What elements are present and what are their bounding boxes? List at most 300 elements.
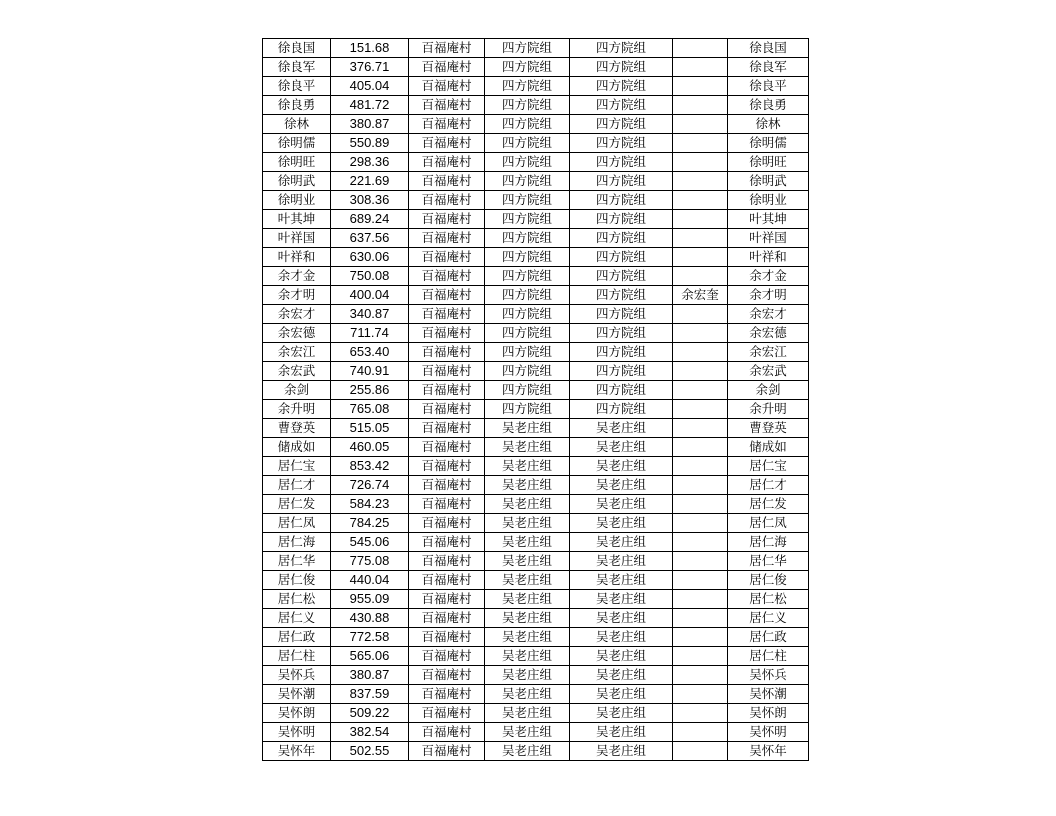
cell-group: 四方院组	[485, 248, 570, 267]
cell-name: 叶其坤	[263, 210, 331, 229]
cell-group: 四方院组	[485, 381, 570, 400]
cell-village: 百福庵村	[409, 248, 485, 267]
cell-name: 居仁发	[263, 495, 331, 514]
cell-village: 百福庵村	[409, 704, 485, 723]
cell-village: 百福庵村	[409, 381, 485, 400]
cell-group-alt: 四方院组	[570, 172, 673, 191]
cell-village: 百福庵村	[409, 324, 485, 343]
cell-name-repeat: 余宏武	[728, 362, 809, 381]
cell-group: 四方院组	[485, 343, 570, 362]
cell-group: 四方院组	[485, 229, 570, 248]
cell-area: 430.88	[331, 609, 409, 628]
cell-name-repeat: 徐林	[728, 115, 809, 134]
table-row	[263, 457, 809, 476]
cell-name: 徐良勇	[263, 96, 331, 115]
table-row	[263, 172, 809, 191]
table-row	[263, 704, 809, 723]
cell-name: 居仁才	[263, 476, 331, 495]
cell-note	[673, 419, 728, 438]
cell-group: 吴老庄组	[485, 723, 570, 742]
cell-note	[673, 685, 728, 704]
cell-group: 四方院组	[485, 115, 570, 134]
cell-area: 711.74	[331, 324, 409, 343]
cell-name: 余宏才	[263, 305, 331, 324]
table-row	[263, 628, 809, 647]
cell-note	[673, 134, 728, 153]
cell-group-alt: 吴老庄组	[570, 552, 673, 571]
cell-note	[673, 628, 728, 647]
table-row	[263, 590, 809, 609]
table-row	[263, 438, 809, 457]
cell-area: 380.87	[331, 115, 409, 134]
cell-group-alt: 吴老庄组	[570, 609, 673, 628]
cell-note: 余宏奎	[673, 286, 728, 305]
table-row	[263, 400, 809, 419]
cell-village: 百福庵村	[409, 96, 485, 115]
cell-group: 四方院组	[485, 58, 570, 77]
cell-village: 百福庵村	[409, 438, 485, 457]
cell-village: 百福庵村	[409, 552, 485, 571]
cell-group: 吴老庄组	[485, 533, 570, 552]
cell-area: 775.08	[331, 552, 409, 571]
cell-village: 百福庵村	[409, 305, 485, 324]
cell-group: 吴老庄组	[485, 438, 570, 457]
cell-group-alt: 四方院组	[570, 115, 673, 134]
cell-group-alt: 吴老庄组	[570, 666, 673, 685]
cell-note	[673, 229, 728, 248]
cell-village: 百福庵村	[409, 666, 485, 685]
cell-area: 515.05	[331, 419, 409, 438]
cell-name-repeat: 叶其坤	[728, 210, 809, 229]
cell-group-alt: 吴老庄组	[570, 457, 673, 476]
cell-village: 百福庵村	[409, 362, 485, 381]
cell-name: 余才金	[263, 267, 331, 286]
cell-area: 545.06	[331, 533, 409, 552]
cell-name-repeat: 居仁政	[728, 628, 809, 647]
cell-group: 四方院组	[485, 267, 570, 286]
cell-note	[673, 723, 728, 742]
cell-area: 653.40	[331, 343, 409, 362]
cell-name: 曹登英	[263, 419, 331, 438]
cell-note	[673, 457, 728, 476]
cell-name-repeat: 居仁才	[728, 476, 809, 495]
cell-name-repeat: 徐良军	[728, 58, 809, 77]
cell-name-repeat: 徐明业	[728, 191, 809, 210]
cell-group: 吴老庄组	[485, 609, 570, 628]
table-row	[263, 58, 809, 77]
cell-name-repeat: 储成如	[728, 438, 809, 457]
cell-note	[673, 96, 728, 115]
cell-note	[673, 571, 728, 590]
cell-note	[673, 172, 728, 191]
cell-village: 百福庵村	[409, 115, 485, 134]
cell-area: 405.04	[331, 77, 409, 96]
cell-village: 百福庵村	[409, 685, 485, 704]
cell-village: 百福庵村	[409, 647, 485, 666]
table-row	[263, 381, 809, 400]
cell-note	[673, 267, 728, 286]
cell-area: 382.54	[331, 723, 409, 742]
cell-village: 百福庵村	[409, 77, 485, 96]
table-row	[263, 571, 809, 590]
cell-name-repeat: 徐明武	[728, 172, 809, 191]
cell-group: 四方院组	[485, 172, 570, 191]
cell-group: 吴老庄组	[485, 685, 570, 704]
cell-name: 储成如	[263, 438, 331, 457]
table-row	[263, 96, 809, 115]
cell-name: 吴怀明	[263, 723, 331, 742]
cell-group-alt: 四方院组	[570, 134, 673, 153]
cell-group-alt: 四方院组	[570, 229, 673, 248]
cell-note	[673, 191, 728, 210]
cell-note	[673, 590, 728, 609]
cell-group: 吴老庄组	[485, 628, 570, 647]
table-row	[263, 552, 809, 571]
table-row	[263, 267, 809, 286]
cell-name-repeat: 余升明	[728, 400, 809, 419]
cell-area: 772.58	[331, 628, 409, 647]
cell-village: 百福庵村	[409, 39, 485, 58]
table-row	[263, 39, 809, 58]
cell-group: 四方院组	[485, 400, 570, 419]
cell-group: 吴老庄组	[485, 571, 570, 590]
cell-area: 837.59	[331, 685, 409, 704]
cell-village: 百福庵村	[409, 590, 485, 609]
cell-name-repeat: 余剑	[728, 381, 809, 400]
table-row	[263, 324, 809, 343]
cell-group-alt: 吴老庄组	[570, 723, 673, 742]
cell-name-repeat: 徐良平	[728, 77, 809, 96]
cell-name: 吴怀兵	[263, 666, 331, 685]
cell-area: 550.89	[331, 134, 409, 153]
table-row	[263, 666, 809, 685]
cell-group: 四方院组	[485, 77, 570, 96]
cell-name-repeat: 徐明儒	[728, 134, 809, 153]
cell-name-repeat: 余才明	[728, 286, 809, 305]
cell-name-repeat: 居仁松	[728, 590, 809, 609]
cell-name: 徐良军	[263, 58, 331, 77]
cell-note	[673, 248, 728, 267]
cell-name-repeat: 居仁海	[728, 533, 809, 552]
cell-village: 百福庵村	[409, 609, 485, 628]
cell-village: 百福庵村	[409, 229, 485, 248]
table-row	[263, 723, 809, 742]
cell-name: 余才明	[263, 286, 331, 305]
cell-group-alt: 四方院组	[570, 248, 673, 267]
cell-note	[673, 704, 728, 723]
cell-name: 吴怀年	[263, 742, 331, 761]
cell-name: 叶祥国	[263, 229, 331, 248]
cell-group: 四方院组	[485, 324, 570, 343]
cell-name-repeat: 居仁俊	[728, 571, 809, 590]
cell-group-alt: 四方院组	[570, 305, 673, 324]
table-row	[263, 419, 809, 438]
cell-name: 吴怀朗	[263, 704, 331, 723]
table-row	[263, 77, 809, 96]
cell-note	[673, 305, 728, 324]
cell-group: 吴老庄组	[485, 552, 570, 571]
cell-group-alt: 四方院组	[570, 210, 673, 229]
cell-note	[673, 609, 728, 628]
cell-group: 吴老庄组	[485, 514, 570, 533]
cell-area: 308.36	[331, 191, 409, 210]
cell-group-alt: 吴老庄组	[570, 590, 673, 609]
cell-note	[673, 324, 728, 343]
cell-village: 百福庵村	[409, 514, 485, 533]
cell-area: 298.36	[331, 153, 409, 172]
cell-group: 吴老庄组	[485, 590, 570, 609]
cell-group: 四方院组	[485, 39, 570, 58]
cell-note	[673, 39, 728, 58]
cell-village: 百福庵村	[409, 267, 485, 286]
cell-area: 376.71	[331, 58, 409, 77]
cell-name: 徐良国	[263, 39, 331, 58]
cell-note	[673, 381, 728, 400]
cell-name-repeat: 吴怀明	[728, 723, 809, 742]
cell-name: 居仁海	[263, 533, 331, 552]
cell-group: 吴老庄组	[485, 495, 570, 514]
cell-name: 吴怀潮	[263, 685, 331, 704]
cell-group-alt: 四方院组	[570, 153, 673, 172]
cell-group-alt: 吴老庄组	[570, 571, 673, 590]
cell-village: 百福庵村	[409, 476, 485, 495]
table-row	[263, 134, 809, 153]
cell-area: 750.08	[331, 267, 409, 286]
table-row	[263, 609, 809, 628]
cell-village: 百福庵村	[409, 134, 485, 153]
cell-group-alt: 四方院组	[570, 362, 673, 381]
cell-group-alt: 四方院组	[570, 343, 673, 362]
cell-group: 吴老庄组	[485, 457, 570, 476]
cell-name: 居仁柱	[263, 647, 331, 666]
cell-group-alt: 四方院组	[570, 77, 673, 96]
cell-name-repeat: 居仁发	[728, 495, 809, 514]
cell-note	[673, 362, 728, 381]
table-row	[263, 191, 809, 210]
cell-area: 340.87	[331, 305, 409, 324]
cell-group-alt: 吴老庄组	[570, 704, 673, 723]
cell-name-repeat: 叶祥国	[728, 229, 809, 248]
table-row	[263, 305, 809, 324]
cell-note	[673, 400, 728, 419]
cell-name-repeat: 居仁华	[728, 552, 809, 571]
cell-name-repeat: 吴怀年	[728, 742, 809, 761]
cell-note	[673, 58, 728, 77]
cell-name-repeat: 居仁凤	[728, 514, 809, 533]
cell-group-alt: 四方院组	[570, 381, 673, 400]
cell-group: 四方院组	[485, 305, 570, 324]
cell-name: 居仁义	[263, 609, 331, 628]
table-row	[263, 229, 809, 248]
cell-name: 徐林	[263, 115, 331, 134]
cell-area: 565.06	[331, 647, 409, 666]
cell-group-alt: 吴老庄组	[570, 438, 673, 457]
cell-name: 居仁凤	[263, 514, 331, 533]
cell-group-alt: 四方院组	[570, 96, 673, 115]
cell-area: 502.55	[331, 742, 409, 761]
table-row	[263, 533, 809, 552]
cell-name: 余宏江	[263, 343, 331, 362]
cell-note	[673, 343, 728, 362]
cell-name-repeat: 居仁柱	[728, 647, 809, 666]
cell-group-alt: 吴老庄组	[570, 742, 673, 761]
cell-area: 151.68	[331, 39, 409, 58]
cell-group-alt: 四方院组	[570, 39, 673, 58]
cell-village: 百福庵村	[409, 400, 485, 419]
cell-group: 吴老庄组	[485, 742, 570, 761]
cell-name-repeat: 徐明旺	[728, 153, 809, 172]
table-row	[263, 685, 809, 704]
cell-village: 百福庵村	[409, 571, 485, 590]
cell-name-repeat: 吴怀潮	[728, 685, 809, 704]
cell-village: 百福庵村	[409, 191, 485, 210]
table-row	[263, 210, 809, 229]
cell-group-alt: 吴老庄组	[570, 476, 673, 495]
cell-area: 955.09	[331, 590, 409, 609]
table-row	[263, 362, 809, 381]
cell-name-repeat: 余才金	[728, 267, 809, 286]
cell-group: 四方院组	[485, 362, 570, 381]
cell-area: 221.69	[331, 172, 409, 191]
cell-group-alt: 四方院组	[570, 286, 673, 305]
cell-village: 百福庵村	[409, 628, 485, 647]
cell-group: 四方院组	[485, 210, 570, 229]
cell-name: 余宏德	[263, 324, 331, 343]
cell-name: 余剑	[263, 381, 331, 400]
cell-area: 740.91	[331, 362, 409, 381]
table-row	[263, 514, 809, 533]
cell-village: 百福庵村	[409, 419, 485, 438]
cell-group: 四方院组	[485, 134, 570, 153]
cell-note	[673, 77, 728, 96]
cell-name: 徐明业	[263, 191, 331, 210]
cell-name-repeat: 叶祥和	[728, 248, 809, 267]
cell-group: 吴老庄组	[485, 647, 570, 666]
cell-name: 余宏武	[263, 362, 331, 381]
cell-group-alt: 吴老庄组	[570, 495, 673, 514]
cell-note	[673, 666, 728, 685]
cell-name: 居仁宝	[263, 457, 331, 476]
table-row	[263, 115, 809, 134]
cell-note	[673, 742, 728, 761]
cell-note	[673, 552, 728, 571]
table-row	[263, 742, 809, 761]
cell-note	[673, 153, 728, 172]
cell-area: 630.06	[331, 248, 409, 267]
cell-area: 400.04	[331, 286, 409, 305]
cell-village: 百福庵村	[409, 495, 485, 514]
cell-note	[673, 438, 728, 457]
cell-village: 百福庵村	[409, 723, 485, 742]
cell-name-repeat: 吴怀朗	[728, 704, 809, 723]
cell-name-repeat: 吴怀兵	[728, 666, 809, 685]
cell-note	[673, 647, 728, 666]
cell-group: 吴老庄组	[485, 666, 570, 685]
cell-group: 吴老庄组	[485, 704, 570, 723]
cell-group-alt: 四方院组	[570, 267, 673, 286]
cell-village: 百福庵村	[409, 153, 485, 172]
cell-group: 四方院组	[485, 286, 570, 305]
cell-village: 百福庵村	[409, 343, 485, 362]
cell-note	[673, 210, 728, 229]
cell-area: 481.72	[331, 96, 409, 115]
cell-note	[673, 533, 728, 552]
table-row	[263, 495, 809, 514]
cell-area: 784.25	[331, 514, 409, 533]
cell-area: 440.04	[331, 571, 409, 590]
cell-name-repeat: 余宏才	[728, 305, 809, 324]
cell-area: 765.08	[331, 400, 409, 419]
cell-name: 徐良平	[263, 77, 331, 96]
cell-group: 吴老庄组	[485, 419, 570, 438]
cell-name: 居仁俊	[263, 571, 331, 590]
cell-area: 584.23	[331, 495, 409, 514]
cell-name-repeat: 余宏江	[728, 343, 809, 362]
cell-name-repeat: 徐良国	[728, 39, 809, 58]
cell-name-repeat: 徐良勇	[728, 96, 809, 115]
table-row	[263, 647, 809, 666]
cell-note	[673, 476, 728, 495]
cell-area: 726.74	[331, 476, 409, 495]
cell-name: 徐明儒	[263, 134, 331, 153]
cell-group: 四方院组	[485, 96, 570, 115]
table-row	[263, 286, 809, 305]
table-row	[263, 248, 809, 267]
cell-village: 百福庵村	[409, 172, 485, 191]
cell-village: 百福庵村	[409, 58, 485, 77]
cell-village: 百福庵村	[409, 457, 485, 476]
cell-area: 509.22	[331, 704, 409, 723]
cell-village: 百福庵村	[409, 742, 485, 761]
cell-name: 余升明	[263, 400, 331, 419]
data-table	[262, 38, 809, 761]
cell-village: 百福庵村	[409, 210, 485, 229]
cell-group: 吴老庄组	[485, 476, 570, 495]
cell-area: 380.87	[331, 666, 409, 685]
cell-group-alt: 四方院组	[570, 191, 673, 210]
cell-area: 853.42	[331, 457, 409, 476]
cell-name: 居仁华	[263, 552, 331, 571]
cell-group-alt: 吴老庄组	[570, 419, 673, 438]
cell-group-alt: 吴老庄组	[570, 685, 673, 704]
cell-name: 居仁松	[263, 590, 331, 609]
cell-group: 四方院组	[485, 153, 570, 172]
cell-name-repeat: 曹登英	[728, 419, 809, 438]
cell-group-alt: 吴老庄组	[570, 533, 673, 552]
cell-village: 百福庵村	[409, 286, 485, 305]
cell-area: 637.56	[331, 229, 409, 248]
cell-area: 460.05	[331, 438, 409, 457]
cell-name-repeat: 余宏德	[728, 324, 809, 343]
cell-group-alt: 吴老庄组	[570, 628, 673, 647]
cell-village: 百福庵村	[409, 533, 485, 552]
cell-group-alt: 四方院组	[570, 58, 673, 77]
cell-group: 四方院组	[485, 191, 570, 210]
table-body	[263, 39, 809, 761]
table-row	[263, 476, 809, 495]
cell-group-alt: 四方院组	[570, 400, 673, 419]
cell-note	[673, 495, 728, 514]
cell-name-repeat: 居仁宝	[728, 457, 809, 476]
table-row	[263, 153, 809, 172]
cell-area: 255.86	[331, 381, 409, 400]
cell-name: 徐明旺	[263, 153, 331, 172]
cell-name: 徐明武	[263, 172, 331, 191]
cell-group-alt: 吴老庄组	[570, 647, 673, 666]
cell-area: 689.24	[331, 210, 409, 229]
cell-note	[673, 514, 728, 533]
cell-name: 居仁政	[263, 628, 331, 647]
